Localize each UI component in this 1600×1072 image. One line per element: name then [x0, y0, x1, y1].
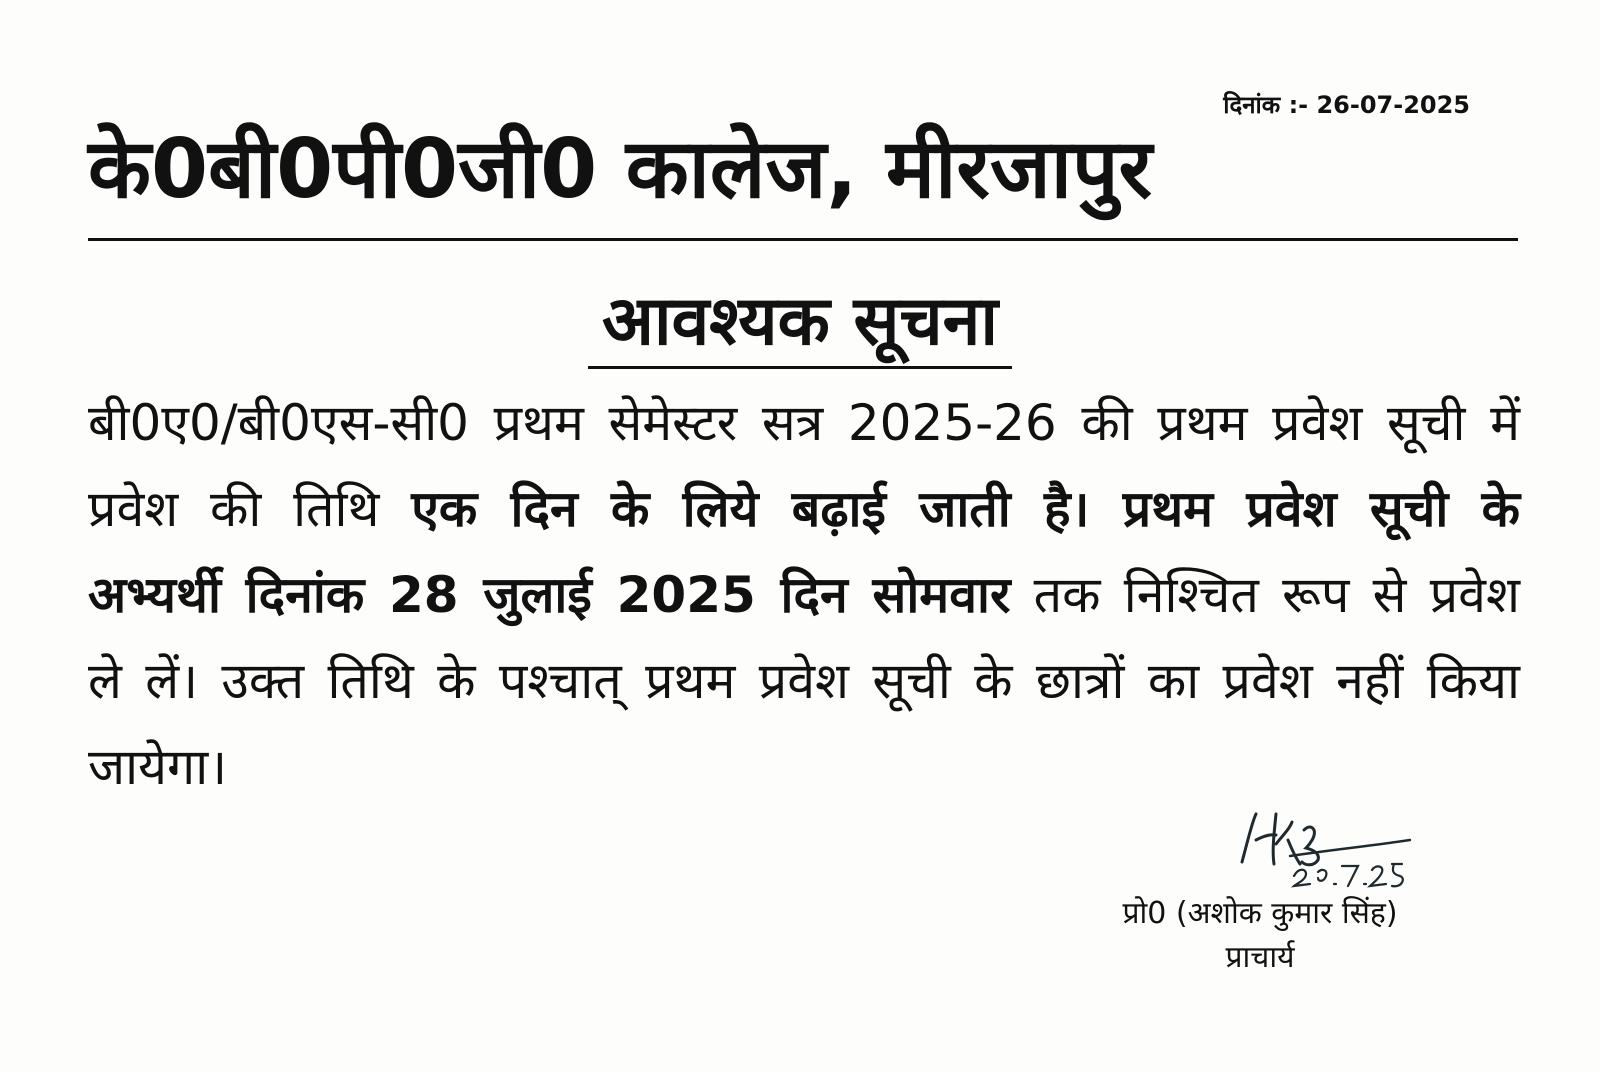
notice-body-part-1: बी0ए0/बी0एस-सी0 प्रथम सेमेस्टर सत्र 2025-26 की प्रथम प्रवेश सूची में प्रवेश की तिथि	[88, 394, 1520, 538]
title-underline	[88, 238, 1518, 241]
signatory-block	[1060, 892, 1460, 980]
signatory-designation: प्राचार्य	[1225, 940, 1295, 975]
notice-body-part-3: तक निश्चित रूप से प्रवेश ले लें। उक्त तिथि के पश्चात् प्रथम प्रवेश सूची के छात्रों का प्रवेश नहीं किया जायेगा।	[88, 566, 1520, 796]
notice-body	[88, 380, 1520, 810]
handwritten-signature	[1230, 800, 1420, 890]
college-name-title: के0बी0पी0जी0 कालेज, मीरजापुर	[88, 122, 1153, 217]
signatory-name: प्रो0 (अशोक कुमार सिंह)	[1122, 896, 1398, 931]
notice-heading: आवश्यक सूचना	[588, 280, 1012, 369]
notice-date: दिनांक :- 26-07-2025	[1223, 91, 1470, 119]
notice-heading-wrapper	[0, 280, 1600, 369]
notice-body-bold-extension: एक दिन के लिये बढ़ाई जाती है। प्रथम प्रवेश सूची के अभ्यर्थी दिनांक 28 जुलाई 2025 दिन सोमवार	[88, 480, 1520, 624]
